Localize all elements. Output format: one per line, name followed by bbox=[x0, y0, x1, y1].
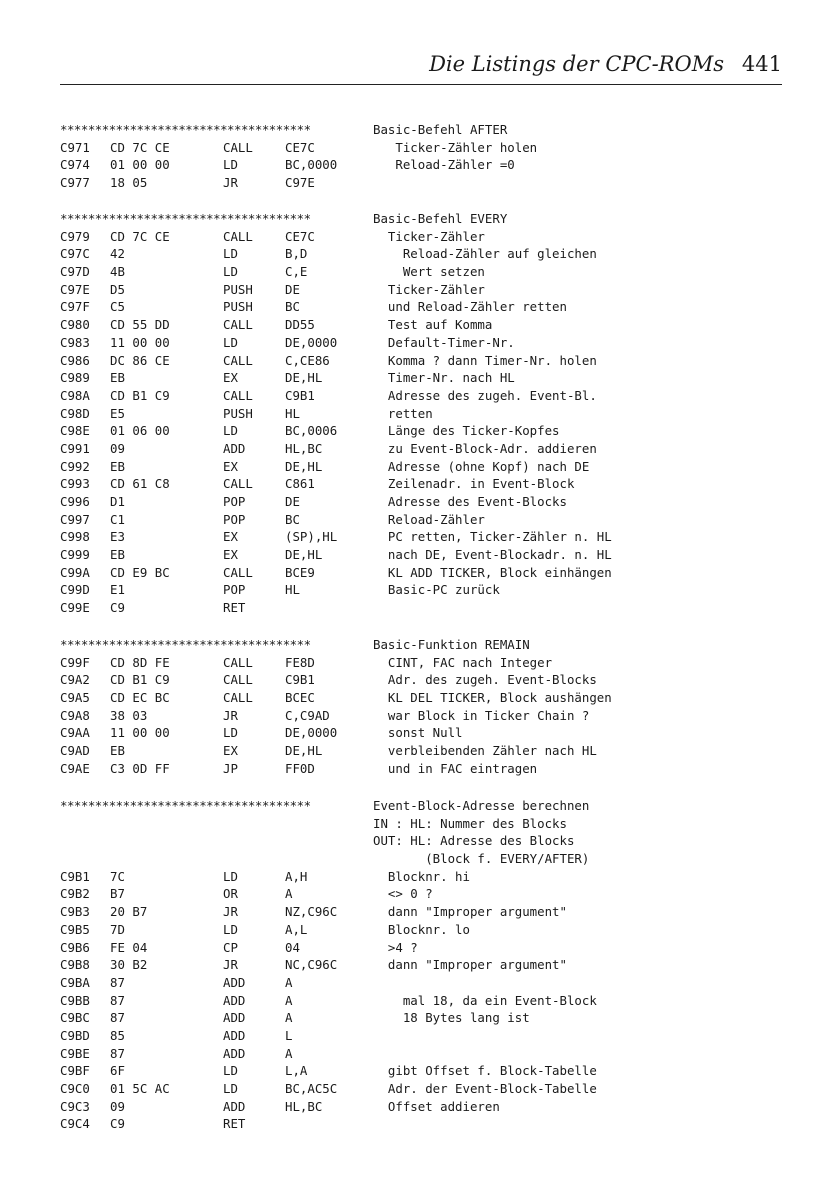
address: C99E bbox=[60, 600, 90, 616]
address: C998 bbox=[60, 529, 90, 545]
separator-stars: ************************************ bbox=[60, 637, 311, 652]
opcode-bytes: 4B bbox=[110, 264, 125, 280]
operand: A bbox=[285, 974, 293, 990]
listing-row bbox=[60, 1080, 780, 1098]
comment: Ticker-Zähler holen bbox=[373, 139, 538, 155]
mnemonic: CALL bbox=[223, 476, 253, 492]
mnemonic: ADD bbox=[223, 1098, 246, 1114]
address: C97F bbox=[60, 299, 90, 315]
address: C9B8 bbox=[60, 957, 90, 973]
mnemonic: JR bbox=[223, 175, 238, 191]
comment: Adresse des Event-Blocks bbox=[373, 494, 567, 509]
opcode-bytes: 20 B7 bbox=[110, 904, 148, 920]
opcode-bytes: C3 0D FF bbox=[110, 760, 170, 776]
comment: KL DEL TICKER, Block aushängen bbox=[373, 690, 612, 706]
mnemonic: EX bbox=[223, 529, 238, 545]
opcode-bytes: 38 03 bbox=[110, 707, 148, 723]
address: C99D bbox=[60, 582, 90, 598]
comment: PC retten, Ticker-Zähler n. HL bbox=[373, 529, 612, 545]
mnemonic: EX bbox=[223, 458, 238, 474]
opcode-bytes: CD B1 C9 bbox=[110, 672, 170, 688]
listing-row bbox=[60, 281, 780, 299]
mnemonic: ADD bbox=[223, 1045, 246, 1061]
operand: DE,HL bbox=[285, 458, 323, 474]
listing-row bbox=[60, 707, 780, 725]
mnemonic: EX bbox=[223, 547, 238, 563]
comment: Adresse des zugeh. Event-Bl. bbox=[373, 387, 597, 403]
operand: C,CE86 bbox=[285, 352, 330, 368]
section-heading-row bbox=[60, 121, 780, 139]
operand: HL,BC bbox=[285, 1098, 323, 1114]
address: C997 bbox=[60, 511, 90, 527]
mnemonic: CP bbox=[223, 939, 238, 955]
mnemonic: LD bbox=[223, 725, 238, 741]
listing-row bbox=[60, 956, 780, 974]
listing-row bbox=[60, 387, 780, 405]
listing-row bbox=[60, 245, 780, 263]
address: C9B5 bbox=[60, 921, 90, 937]
comment: retten bbox=[373, 405, 433, 421]
opcode-bytes: 85 bbox=[110, 1027, 125, 1043]
opcode-bytes: FE 04 bbox=[110, 939, 148, 955]
opcode-bytes: C9 bbox=[110, 1116, 125, 1132]
listing-row bbox=[60, 334, 780, 352]
mnemonic: RET bbox=[223, 600, 246, 616]
mnemonic: POP bbox=[223, 582, 246, 598]
listing-row bbox=[60, 352, 780, 370]
operand: BC bbox=[285, 299, 300, 315]
listing-row bbox=[60, 298, 780, 316]
operand: L bbox=[285, 1027, 293, 1043]
mnemonic: LD bbox=[223, 1081, 238, 1096]
listing-section bbox=[60, 210, 780, 617]
opcode-bytes: 6F bbox=[110, 1063, 125, 1079]
section-heading-row bbox=[60, 797, 780, 815]
opcode-bytes: CD 55 DD bbox=[110, 317, 170, 333]
listing-row bbox=[60, 475, 780, 493]
comment: Basic-PC zurück bbox=[373, 582, 500, 598]
address: C971 bbox=[60, 139, 90, 155]
address: C9AD bbox=[60, 743, 90, 759]
listing-section bbox=[60, 797, 780, 1133]
operand: DE,HL bbox=[285, 743, 323, 759]
mnemonic: POP bbox=[223, 494, 246, 509]
comment: Komma ? dann Timer-Nr. holen bbox=[373, 352, 597, 368]
address: C9BA bbox=[60, 974, 90, 990]
mnemonic: LD bbox=[223, 1063, 238, 1079]
listing-row bbox=[60, 528, 780, 546]
mnemonic: LD bbox=[223, 157, 238, 173]
section-heading-continuation bbox=[60, 850, 780, 868]
mnemonic: LD bbox=[223, 246, 238, 262]
address: C974 bbox=[60, 157, 90, 173]
opcode-bytes: 11 00 00 bbox=[110, 725, 170, 741]
comment: CINT, FAC nach Integer bbox=[373, 654, 553, 670]
comment: verbleibenden Zähler nach HL bbox=[373, 743, 597, 759]
listing-row bbox=[60, 599, 780, 617]
page-header bbox=[60, 44, 782, 85]
listing-row bbox=[60, 156, 780, 174]
address: C9AE bbox=[60, 760, 90, 776]
mnemonic: CALL bbox=[223, 690, 253, 706]
opcode-bytes: 01 06 00 bbox=[110, 423, 170, 439]
address: C9C3 bbox=[60, 1098, 90, 1114]
comment: nach DE, Event-Blockadr. n. HL bbox=[373, 547, 612, 563]
comment: mal 18, da ein Event-Block bbox=[373, 992, 597, 1008]
opcode-bytes: 01 00 00 bbox=[110, 157, 170, 173]
mnemonic: ADD bbox=[223, 992, 246, 1008]
mnemonic: JP bbox=[223, 760, 238, 776]
mnemonic: CALL bbox=[223, 672, 253, 688]
operand: BC,0006 bbox=[285, 423, 338, 439]
operand: A bbox=[285, 992, 293, 1008]
opcode-bytes: EB bbox=[110, 370, 125, 386]
operand: (SP),HL bbox=[285, 529, 338, 545]
comment: Blocknr. hi bbox=[373, 868, 470, 884]
address: C9A5 bbox=[60, 690, 90, 706]
operand: HL bbox=[285, 405, 300, 421]
mnemonic: LD bbox=[223, 264, 238, 280]
operand: BC,AC5C bbox=[285, 1081, 338, 1096]
address: C98A bbox=[60, 387, 90, 403]
comment: Offset addieren bbox=[373, 1098, 500, 1114]
listing-row bbox=[60, 1045, 780, 1063]
listing-row bbox=[60, 760, 780, 778]
section-heading: Basic-Funktion REMAIN bbox=[373, 637, 530, 652]
comment: Ticker-Zähler bbox=[373, 228, 485, 244]
comment: Adresse (ohne Kopf) nach DE bbox=[373, 458, 590, 474]
operand: DE,0000 bbox=[285, 334, 338, 350]
listing-row bbox=[60, 263, 780, 281]
section-heading: Basic-Befehl EVERY bbox=[373, 211, 508, 226]
comment: Länge des Ticker-Kopfes bbox=[373, 423, 560, 439]
address: C993 bbox=[60, 476, 90, 492]
listing-row bbox=[60, 581, 780, 599]
opcode-bytes: D5 bbox=[110, 281, 125, 297]
listing-row bbox=[60, 654, 780, 672]
comment: war Block in Ticker Chain ? bbox=[373, 707, 590, 723]
comment: Ticker-Zähler bbox=[373, 281, 485, 297]
opcode-bytes: DC 86 CE bbox=[110, 352, 170, 368]
mnemonic: RET bbox=[223, 1116, 246, 1132]
operand: DE bbox=[285, 281, 300, 297]
separator-stars: ************************************ bbox=[60, 211, 311, 226]
comment: Reload-Zähler bbox=[373, 511, 485, 527]
address: C9B6 bbox=[60, 939, 90, 955]
address: C980 bbox=[60, 317, 90, 333]
opcode-bytes: 09 bbox=[110, 1098, 125, 1114]
listing-row bbox=[60, 405, 780, 423]
operand: A,H bbox=[285, 868, 308, 884]
mnemonic: ADD bbox=[223, 1010, 246, 1026]
address: C97C bbox=[60, 246, 90, 262]
mnemonic: POP bbox=[223, 511, 246, 527]
opcode-bytes: 18 05 bbox=[110, 175, 148, 191]
comment: sonst Null bbox=[373, 725, 463, 741]
operand: A bbox=[285, 886, 293, 902]
comment: Default-Timer-Nr. bbox=[373, 334, 515, 350]
address: C9C0 bbox=[60, 1081, 90, 1096]
address: C996 bbox=[60, 494, 90, 509]
mnemonic: CALL bbox=[223, 139, 253, 155]
operand: BCE9 bbox=[285, 564, 315, 580]
mnemonic: CALL bbox=[223, 387, 253, 403]
operand: DE,HL bbox=[285, 547, 323, 563]
page-number: 441 bbox=[741, 52, 782, 76]
operand: CE7C bbox=[285, 139, 315, 155]
section-heading: (Block f. EVERY/AFTER) bbox=[373, 851, 590, 867]
opcode-bytes: 87 bbox=[110, 1045, 125, 1061]
operand: C,C9AD bbox=[285, 707, 330, 723]
section-heading: Basic-Befehl AFTER bbox=[373, 122, 508, 137]
address: C999 bbox=[60, 547, 90, 563]
mnemonic: CALL bbox=[223, 317, 253, 333]
opcode-bytes: 87 bbox=[110, 1010, 125, 1026]
comment: 18 Bytes lang ist bbox=[373, 1010, 530, 1026]
opcode-bytes: EB bbox=[110, 458, 125, 474]
operand: DE bbox=[285, 494, 300, 509]
comment: Adr. des zugeh. Event-Blocks bbox=[373, 672, 597, 688]
operand: DE,HL bbox=[285, 370, 323, 386]
mnemonic: LD bbox=[223, 921, 238, 937]
address: C9A2 bbox=[60, 672, 90, 688]
address: C98D bbox=[60, 405, 90, 421]
listing-row bbox=[60, 939, 780, 957]
separator-stars: ************************************ bbox=[60, 122, 311, 137]
comment: >4 ? bbox=[373, 939, 418, 955]
operand: C97E bbox=[285, 175, 315, 191]
listing-row bbox=[60, 724, 780, 742]
address: C979 bbox=[60, 228, 90, 244]
comment: und in FAC eintragen bbox=[373, 760, 538, 776]
listing-row bbox=[60, 440, 780, 458]
operand: C,E bbox=[285, 264, 308, 280]
operand: HL bbox=[285, 582, 300, 598]
opcode-bytes: B7 bbox=[110, 886, 125, 902]
mnemonic: EX bbox=[223, 743, 238, 759]
mnemonic: JR bbox=[223, 957, 238, 973]
listing-row bbox=[60, 1098, 780, 1116]
opcode-bytes: 09 bbox=[110, 440, 125, 456]
mnemonic: JR bbox=[223, 904, 238, 920]
address: C992 bbox=[60, 458, 90, 474]
comment: und Reload-Zähler retten bbox=[373, 299, 567, 315]
listing-row bbox=[60, 546, 780, 564]
operand: A,L bbox=[285, 921, 308, 937]
listing-row bbox=[60, 689, 780, 707]
opcode-bytes: 87 bbox=[110, 974, 125, 990]
address: C9B2 bbox=[60, 886, 90, 902]
comment: <> 0 ? bbox=[373, 886, 433, 902]
opcode-bytes: CD 7C CE bbox=[110, 228, 170, 244]
operand: NC,C96C bbox=[285, 957, 338, 973]
operand: HL,BC bbox=[285, 440, 323, 456]
opcode-bytes: EB bbox=[110, 547, 125, 563]
operand: C9B1 bbox=[285, 672, 315, 688]
opcode-bytes: 87 bbox=[110, 992, 125, 1008]
section-heading-row bbox=[60, 210, 780, 228]
opcode-bytes: 7C bbox=[110, 868, 125, 884]
listing-row bbox=[60, 1009, 780, 1027]
opcode-bytes: E1 bbox=[110, 582, 125, 598]
listing-section bbox=[60, 121, 780, 192]
operand: BCEC bbox=[285, 690, 315, 706]
opcode-bytes: C1 bbox=[110, 511, 125, 527]
address: C9AA bbox=[60, 725, 90, 741]
listing-row bbox=[60, 511, 780, 529]
opcode-bytes: CD 7C CE bbox=[110, 139, 170, 155]
listing-row bbox=[60, 1062, 780, 1080]
opcode-bytes: CD 8D FE bbox=[110, 654, 170, 670]
listing-section bbox=[60, 636, 780, 778]
address: C9B3 bbox=[60, 904, 90, 920]
address: C986 bbox=[60, 352, 90, 368]
opcode-bytes: CD E9 BC bbox=[110, 564, 170, 580]
listing-row bbox=[60, 564, 780, 582]
opcode-bytes: CD EC BC bbox=[110, 690, 170, 706]
operand: B,D bbox=[285, 246, 308, 262]
listing-row bbox=[60, 458, 780, 476]
separator-stars: ************************************ bbox=[60, 798, 311, 813]
listing-row bbox=[60, 174, 780, 192]
listing-row bbox=[60, 139, 780, 157]
opcode-bytes: E3 bbox=[110, 529, 125, 545]
mnemonic: PUSH bbox=[223, 299, 253, 315]
operand: CE7C bbox=[285, 228, 315, 244]
mnemonic: LD bbox=[223, 334, 238, 350]
listing-row bbox=[60, 228, 780, 246]
comment: Blocknr. lo bbox=[373, 921, 470, 937]
section-heading-continuation bbox=[60, 832, 780, 850]
opcode-bytes: E5 bbox=[110, 405, 125, 421]
operand: A bbox=[285, 1045, 293, 1061]
opcode-bytes: D1 bbox=[110, 494, 125, 509]
mnemonic: LD bbox=[223, 868, 238, 884]
opcode-bytes: C9 bbox=[110, 600, 125, 616]
mnemonic: ADD bbox=[223, 974, 246, 990]
comment: dann "Improper argument" bbox=[373, 904, 567, 920]
opcode-bytes: C5 bbox=[110, 299, 125, 315]
mnemonic: LD bbox=[223, 423, 238, 439]
comment: Adr. der Event-Block-Tabelle bbox=[373, 1081, 597, 1096]
mnemonic: ADD bbox=[223, 440, 246, 456]
listing-row bbox=[60, 493, 780, 511]
mnemonic: ADD bbox=[223, 1027, 246, 1043]
address: C9BD bbox=[60, 1027, 90, 1043]
address: C977 bbox=[60, 175, 90, 191]
address: C983 bbox=[60, 334, 90, 350]
address: C97D bbox=[60, 264, 90, 280]
listing-row bbox=[60, 422, 780, 440]
address: C9BB bbox=[60, 992, 90, 1008]
operand: A bbox=[285, 1010, 293, 1026]
address: C9BE bbox=[60, 1045, 90, 1061]
mnemonic: PUSH bbox=[223, 405, 253, 421]
listing-row bbox=[60, 921, 780, 939]
opcode-bytes: CD 61 C8 bbox=[110, 476, 170, 492]
mnemonic: OR bbox=[223, 886, 238, 902]
section-heading-continuation bbox=[60, 815, 780, 833]
listing-row bbox=[60, 992, 780, 1010]
address: C9BF bbox=[60, 1063, 90, 1079]
operand: FE8D bbox=[285, 654, 315, 670]
address: C99F bbox=[60, 654, 90, 670]
comment: Wert setzen bbox=[373, 264, 485, 280]
operand: C861 bbox=[285, 476, 315, 492]
listing-row bbox=[60, 903, 780, 921]
address: C9C4 bbox=[60, 1116, 90, 1132]
mnemonic: CALL bbox=[223, 564, 253, 580]
section-heading: OUT: HL: Adresse des Blocks bbox=[373, 833, 575, 849]
mnemonic: CALL bbox=[223, 228, 253, 244]
opcode-bytes: 11 00 00 bbox=[110, 334, 170, 350]
comment: Reload-Zähler =0 bbox=[373, 157, 515, 173]
comment: zu Event-Block-Adr. addieren bbox=[373, 440, 597, 456]
operand: NZ,C96C bbox=[285, 904, 338, 920]
listing-row bbox=[60, 369, 780, 387]
opcode-bytes: 42 bbox=[110, 246, 125, 262]
listing-row bbox=[60, 316, 780, 334]
address: C989 bbox=[60, 370, 90, 386]
operand: DE,0000 bbox=[285, 725, 338, 741]
listing-row bbox=[60, 1027, 780, 1045]
comment: Zeilenadr. in Event-Block bbox=[373, 476, 575, 492]
operand: 04 bbox=[285, 939, 300, 955]
listing-row bbox=[60, 1115, 780, 1133]
opcode-bytes: EB bbox=[110, 743, 125, 759]
comment: Test auf Komma bbox=[373, 317, 493, 333]
operand: L,A bbox=[285, 1063, 308, 1079]
comment: Reload-Zähler auf gleichen bbox=[373, 246, 597, 262]
comment: KL ADD TICKER, Block einhängen bbox=[373, 564, 612, 580]
opcode-bytes: 30 B2 bbox=[110, 957, 148, 973]
mnemonic: JR bbox=[223, 707, 238, 723]
address: C991 bbox=[60, 440, 90, 456]
listing-row bbox=[60, 974, 780, 992]
listing-row bbox=[60, 742, 780, 760]
mnemonic: PUSH bbox=[223, 281, 253, 297]
running-title: Die Listings der CPC-ROMs bbox=[429, 52, 724, 76]
comment: Timer-Nr. nach HL bbox=[373, 370, 515, 386]
mnemonic: EX bbox=[223, 370, 238, 386]
section-heading: Event-Block-Adresse berechnen bbox=[373, 798, 590, 813]
listing-row bbox=[60, 868, 780, 886]
operand: DD55 bbox=[285, 317, 315, 333]
operand: C9B1 bbox=[285, 387, 315, 403]
address: C97E bbox=[60, 281, 90, 297]
opcode-bytes: 7D bbox=[110, 921, 125, 937]
listing-row bbox=[60, 671, 780, 689]
operand: FF0D bbox=[285, 760, 315, 776]
address: C9BC bbox=[60, 1010, 90, 1026]
address: C9A8 bbox=[60, 707, 90, 723]
comment: dann "Improper argument" bbox=[373, 957, 567, 973]
section-heading: IN : HL: Nummer des Blocks bbox=[373, 815, 567, 831]
mnemonic: CALL bbox=[223, 654, 253, 670]
address: C98E bbox=[60, 423, 90, 439]
section-heading-row bbox=[60, 636, 780, 654]
operand: BC bbox=[285, 511, 300, 527]
opcode-bytes: CD B1 C9 bbox=[110, 387, 170, 403]
listing-row bbox=[60, 885, 780, 903]
operand: BC,0000 bbox=[285, 157, 338, 173]
mnemonic: CALL bbox=[223, 352, 253, 368]
address: C99A bbox=[60, 564, 90, 580]
opcode-bytes: 01 5C AC bbox=[110, 1081, 170, 1096]
address: C9B1 bbox=[60, 868, 90, 884]
comment: gibt Offset f. Block-Tabelle bbox=[373, 1063, 597, 1079]
